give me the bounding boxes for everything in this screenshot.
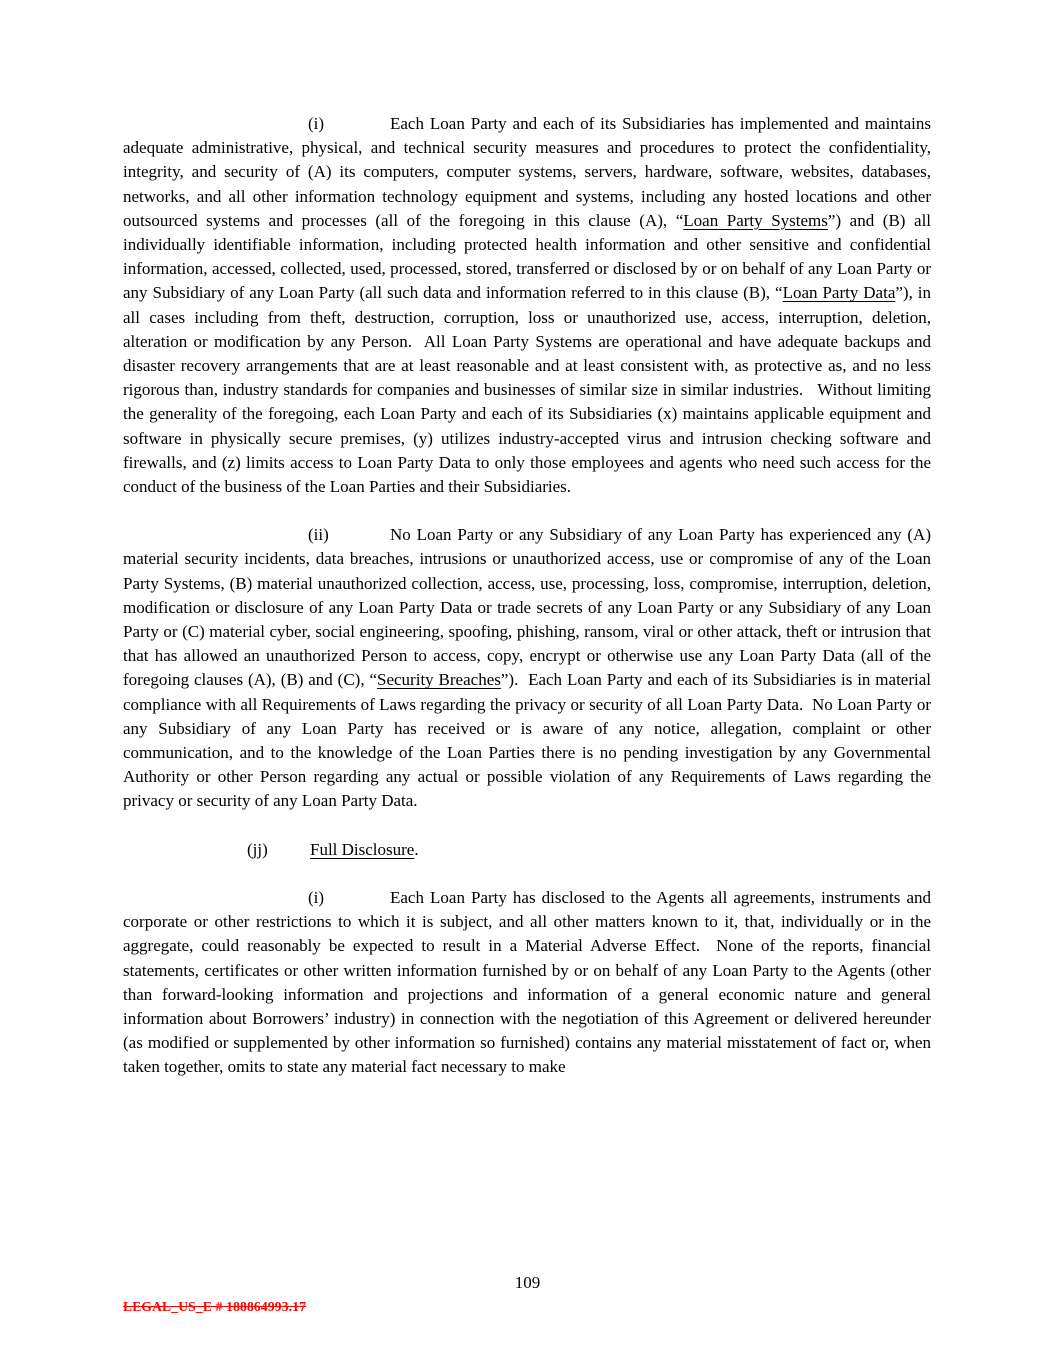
heading-jj bbox=[123, 838, 931, 862]
heading-jj-text: Full Disclosure. bbox=[310, 839, 419, 859]
paragraph-i bbox=[123, 112, 931, 499]
footer-stamp: LEGAL_US_E # 188864993.17 bbox=[123, 1299, 307, 1314]
paragraph-ii bbox=[123, 523, 931, 813]
paragraph-ii-text: No Loan Party or any Subsidiary of any Loan Party has experienced any (A) material security incidents, data breaches, intrusions or unauthorized access, use or compromise of any of the Loan Party Systems, (B) material unauthorized collection, access, use, processing, loss, compromise, interruption, deletion, modification or disclosure of any Loan Party Data or trade secrets of any Loan Party or any Subsidiary of any Loan Party or (C) material cyber, social engineering, spoofing, phishing, ransom, viral or other attack, theft or intrusion that that has allowed an unauthorized Person to access, copy, encrypt or otherwise use any Loan Party Data (all of the foregoing clauses (A), (B) and (C), “Security Breaches”). Each Loan Party and each of its Subsidiaries is in material compliance with all Requirements of Laws regarding the privacy or security of all Loan Party Data. No Loan Party or any Subsidiary of any Loan Party has received or is aware of any notice, allegation, complaint or other communication, and to the knowledge of the Loan Parties there is no pending investigation by any Governmental Authority or other Person regarding any actual or possible violation of any Requirements of Laws regarding the privacy or security of any Loan Party Data. bbox=[123, 525, 931, 811]
page-number: 109 bbox=[514, 1273, 541, 1292]
paragraph-jj-i-text: Each Loan Party has disclosed to the Agents all agreements, instruments and corporate or other restrictions to which it is subject, and all other matters known to it, that, individually or in the aggregate, could reasonably be expected to result in a Material Adverse Effect. None of the reports, financial statements, certificates or other written information furnished by or on behalf of any Loan Party to the Agents (other than forward-looking information and projections and information of a general economic nature and general information about Borrowers’ industry) in connection with the negotiation of this Agreement or delivered hereunder (as modified or supplemented by other information so furnished) contains any material misstatement of fact or, when taken together, omits to state any material fact necessary to make bbox=[123, 887, 931, 1077]
clause-label-ii: (ii) bbox=[308, 525, 329, 545]
clause-label-i: (i) bbox=[308, 114, 325, 133]
clause-label-jj-i: (i) bbox=[308, 887, 325, 907]
paragraph-i-text: Each Loan Party and each of its Subsidiaries has implemented and maintains adequate administrative, physical, and technical security measures and procedures to protect the confidentiality, integrity, and security of (A) its computers, computer systems, servers, hardware, software, websites, databases, networks, and all other information technology equipment and systems, including any hosted locations and other outsourced systems and processes (all of the foregoing in this clause (A), “Loan Party Systems”) and (B) all individually identifiable information, including protected health information and other sensitive and confidential information, accessed, collected, used, processed, stored, transferred or disclosed by or on behalf of any Loan Party or any Subsidiary of any Loan Party (all such data and information referred to in this clause (B), “Loan Party Data”), in all cases including from theft, destruction, corruption, loss or unauthorized use, access, interruption, deletion, alteration or modification by any Person. All Loan Party Systems are operational and have adequate backups and disaster recovery arrangements that are at least reasonable and at least consistent with, as protective as, and no less rigorous than, industry standards for companies and businesses of similar size in similar industries. Without limiting the generality of the foregoing, each Loan Party and each of its Subsidiaries (x) maintains applicable equipment and software in physically secure premises, (y) utilizes industry-accepted virus and intrusion checking software and firewalls, and (z) limits access to Loan Party Data to only those employees and agents who need such access for the conduct of the business of the Loan Parties and their Subsidiaries. bbox=[123, 114, 932, 497]
clause-label-jj: (jj) bbox=[247, 839, 268, 859]
paragraph-jj-i bbox=[123, 886, 931, 1080]
page-content bbox=[123, 112, 931, 1104]
